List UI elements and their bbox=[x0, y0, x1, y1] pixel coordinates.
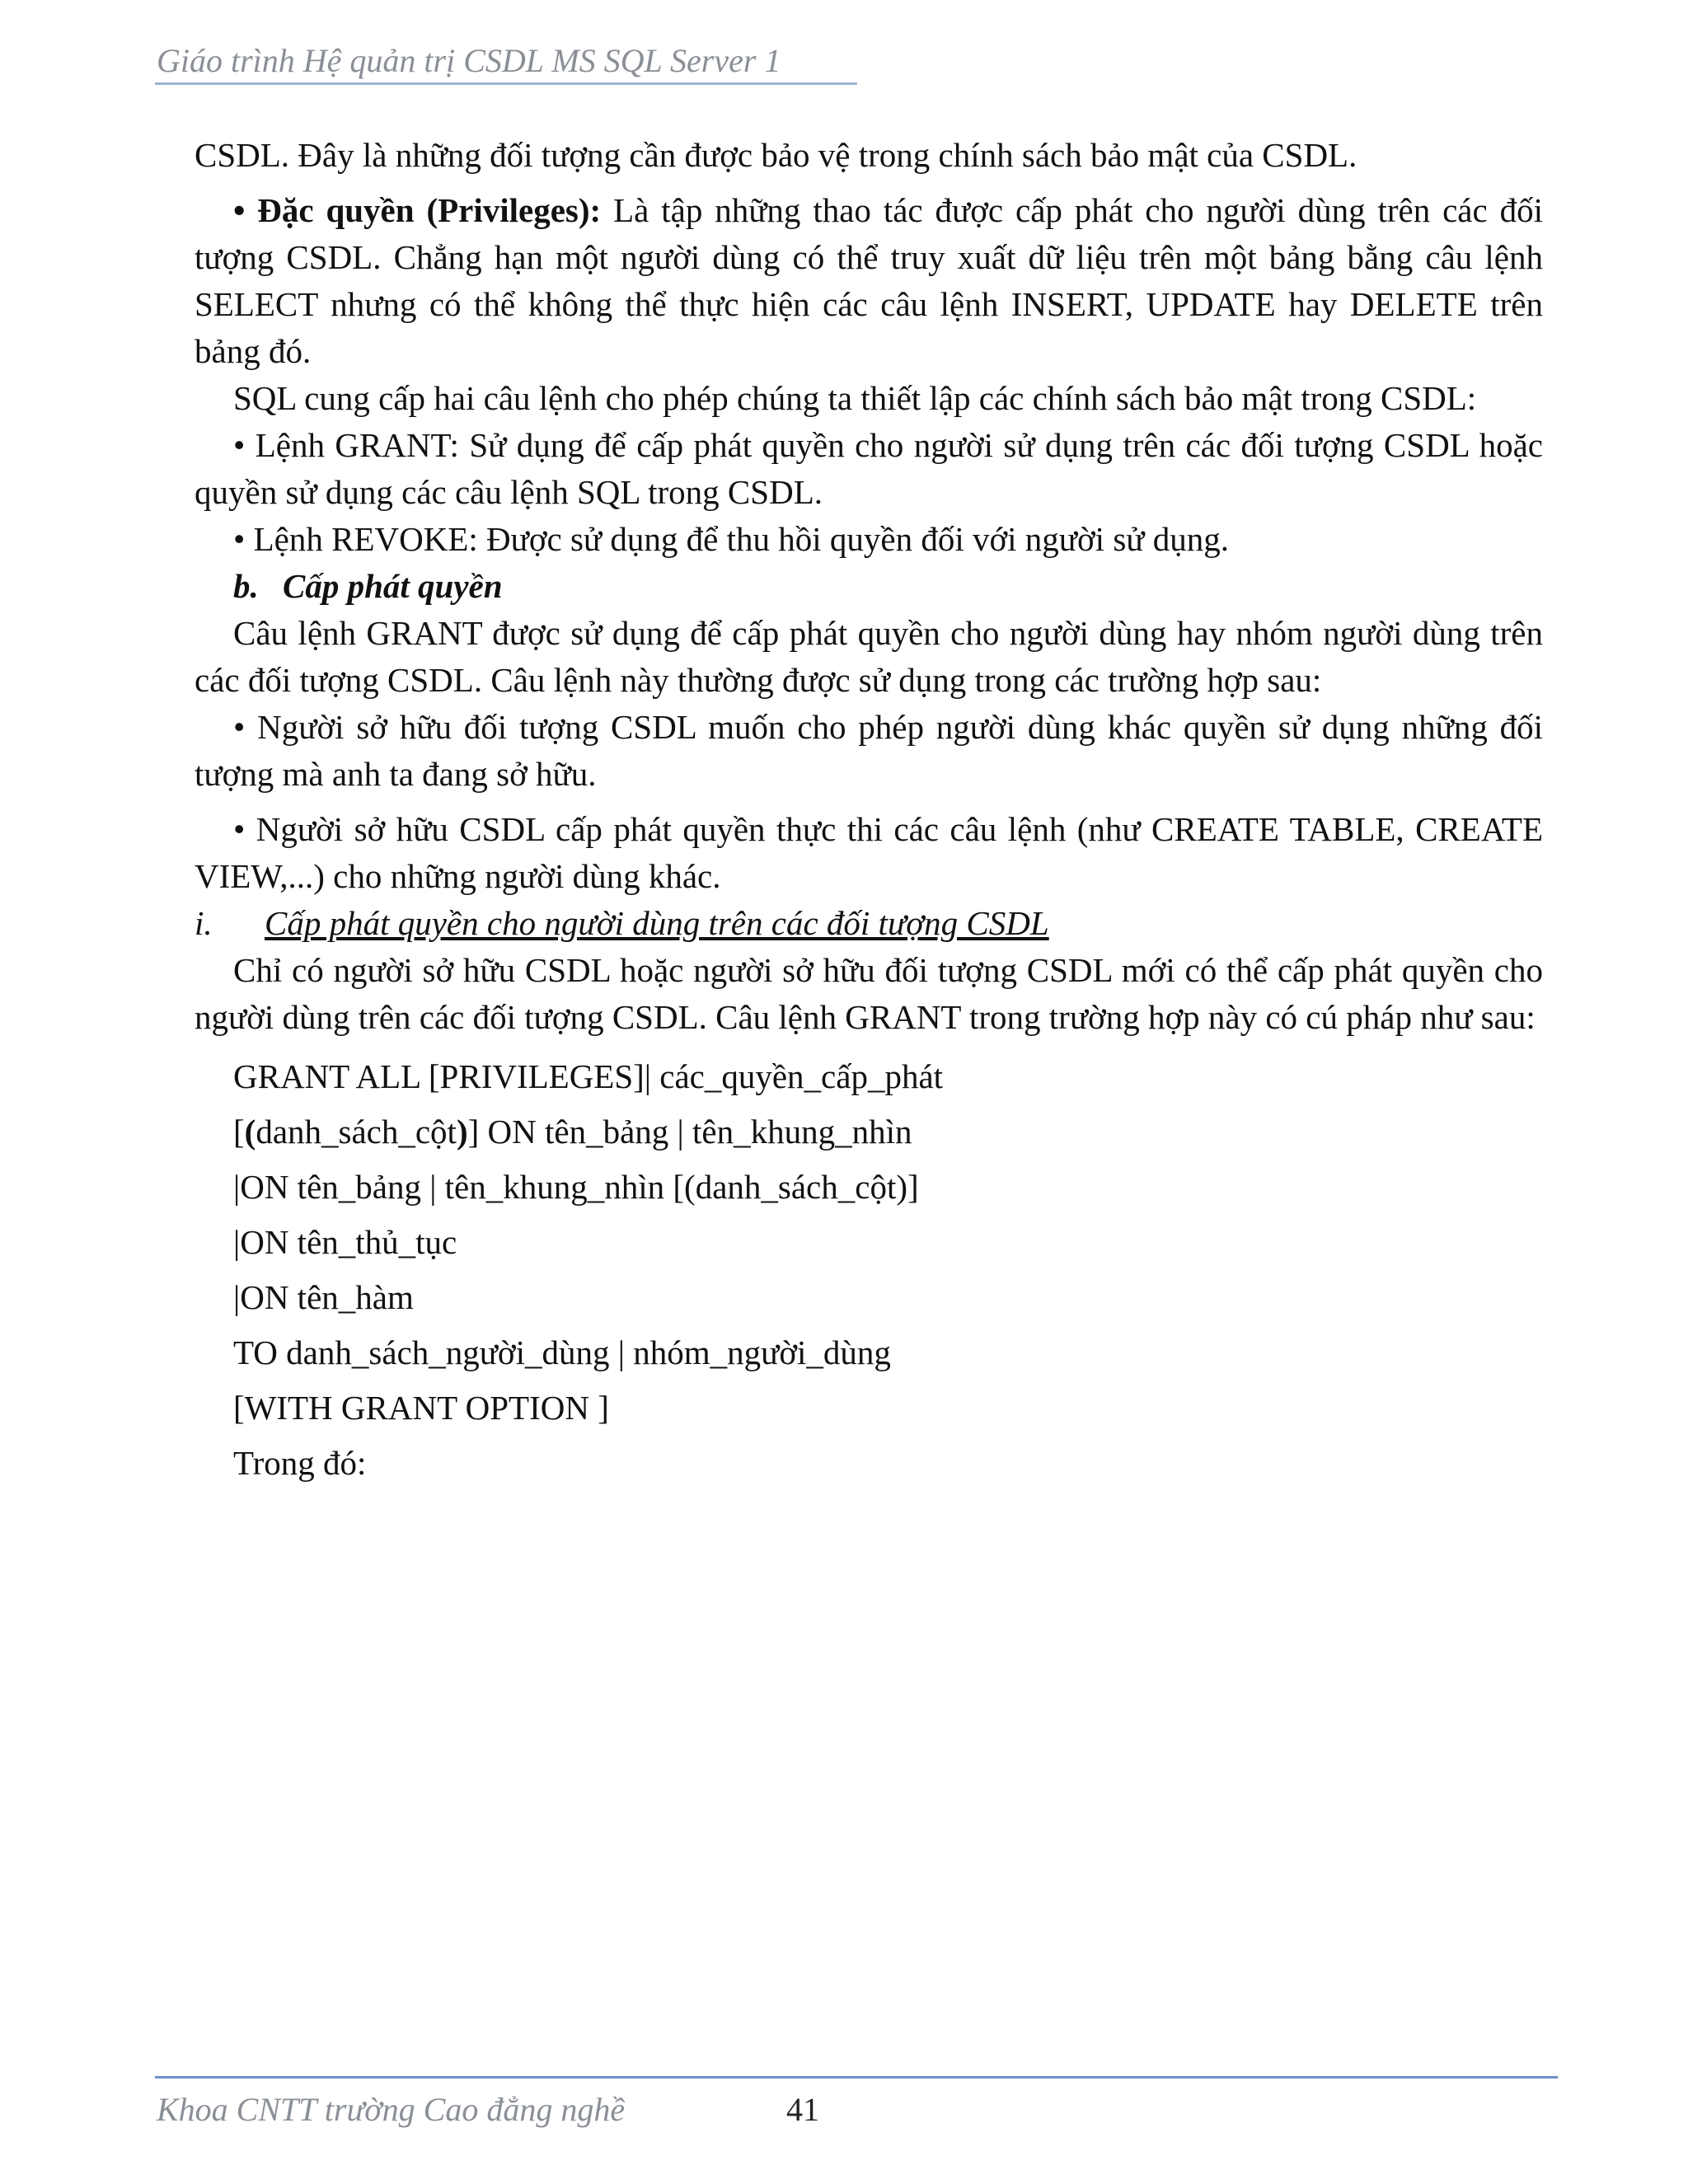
syntax-line bbox=[233, 1104, 1543, 1160]
section-heading-b bbox=[195, 563, 1543, 610]
running-footer: Khoa CNTT trường Cao đẳng nghề bbox=[157, 2091, 626, 2128]
paragraph: Câu lệnh GRANT được sử dụng để cấp phát quyền cho người dùng hay nhóm người dùng trên các đối tượng CSDL. Câu lệnh này thường được sử dụng trong các trường hợp sau: bbox=[195, 614, 1543, 699]
grant-syntax bbox=[195, 1049, 1543, 1491]
section-number: b. bbox=[233, 567, 259, 605]
paragraph-text: Là tập những thao tác được cấp phát cho người dùng trên các đối tượng CSDL. Chẳng hạn một người dùng có thể truy xuất dữ liệu trên một bảng bằng câu lệnh SELECT nhưng có thể không thể thực hiện các câu lệnh INSERT, UPDATE hay DELETE trên bảng đó. bbox=[195, 191, 1543, 370]
syntax-token: ( bbox=[244, 1113, 256, 1151]
page-number: 41 bbox=[786, 2091, 819, 2128]
syntax-line: |ON tên_thủ_tục bbox=[233, 1223, 457, 1261]
syntax-token: [ bbox=[233, 1113, 245, 1151]
syntax-line: [WITH GRANT OPTION ] bbox=[233, 1389, 609, 1427]
syntax-token: danh_sách_cột bbox=[256, 1113, 457, 1151]
syntax-line: |ON tên_hàm bbox=[233, 1278, 414, 1316]
section-heading-i bbox=[195, 900, 1543, 947]
footer-rule bbox=[155, 2076, 1558, 2079]
term-privileges: • Đặc quyền (Privileges): bbox=[233, 191, 602, 229]
syntax-token: ] ON tên_bảng | tên_khung_nhìn bbox=[467, 1113, 912, 1151]
paragraph: SQL cung cấp hai câu lệnh cho phép chúng ta thiết lập các chính sách bảo mật trong CSDL: bbox=[233, 379, 1477, 417]
paragraph-privileges bbox=[195, 187, 1543, 375]
bullet-grant: • Lệnh GRANT: Sử dụng để cấp phát quyền cho người sử dụng trên các đối tượng CSDL hoặc quyền sử dụng các câu lệnh SQL trong CSDL. bbox=[195, 426, 1543, 511]
paragraph: Chỉ có người sở hữu CSDL hoặc người sở hữu đối tượng CSDL mới có thể cấp phát quyền cho người dùng trên các đối tượng CSDL. Câu lệnh GRANT trong trường hợp này có cú pháp như sau: bbox=[195, 951, 1543, 1036]
header-rule bbox=[155, 82, 857, 85]
syntax-line: |ON tên_bảng | tên_khung_nhìn [(danh_sách_cột)] bbox=[233, 1168, 919, 1206]
syntax-token: ) bbox=[456, 1113, 468, 1151]
syntax-line: GRANT ALL [PRIVILEGES]| các_quyền_cấp_phát bbox=[233, 1057, 944, 1095]
running-header: Giáo trình Hệ quản trị CSDL MS SQL Server 1 bbox=[157, 42, 781, 79]
bullet-owner-object: • Người sở hữu đối tượng CSDL muốn cho phép người dùng khác quyền sử dụng những đối tượng mà anh ta đang sở hữu. bbox=[195, 708, 1543, 793]
syntax-line: Trong đó: bbox=[233, 1444, 367, 1482]
page-body bbox=[195, 132, 1543, 1491]
syntax-line: TO danh_sách_người_dùng | nhóm_người_dùng bbox=[233, 1333, 891, 1371]
paragraph: CSDL. Đây là những đối tượng cần được bảo vệ trong chính sách bảo mật của CSDL. bbox=[195, 136, 1357, 174]
section-title: Cấp phát quyền bbox=[283, 567, 503, 605]
section-number: i. bbox=[195, 904, 213, 942]
bullet-revoke: • Lệnh REVOKE: Được sử dụng để thu hồi quyền đối với người sử dụng. bbox=[233, 520, 1229, 558]
bullet-owner-db: • Người sở hữu CSDL cấp phát quyền thực thi các câu lệnh (như CREATE TABLE, CREATE VIEW,...) cho những người dùng khác. bbox=[195, 810, 1543, 895]
section-title: Cấp phát quyền cho người dùng trên các đối tượng CSDL bbox=[265, 904, 1049, 942]
